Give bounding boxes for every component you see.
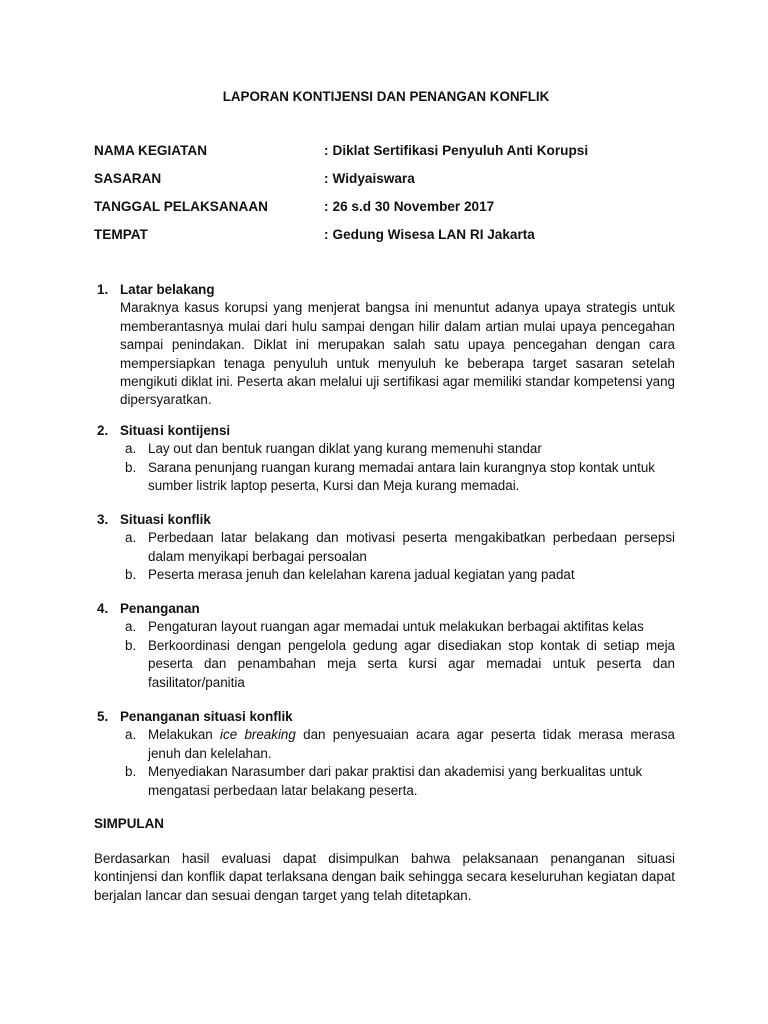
section-latar-belakang xyxy=(97,281,675,410)
list-item xyxy=(125,618,675,636)
meta-label: TANGGAL PELAKSANAAN xyxy=(94,199,268,214)
list-letter: a. xyxy=(125,441,137,457)
list-letter: a. xyxy=(125,727,137,743)
italic-term: ice breaking xyxy=(220,727,296,743)
section-title: Penanganan xyxy=(120,601,200,616)
list-text-part: dan penyesuaian acara agar peserta tidak merasa merasa jenuh dan kelelahan. xyxy=(148,727,675,761)
activity-info-table xyxy=(94,143,684,255)
section-heading xyxy=(97,708,675,726)
meta-value xyxy=(324,143,684,171)
section-title: Latar belakang xyxy=(120,282,215,297)
list-letter: b. xyxy=(125,567,137,583)
section-number: 4. xyxy=(97,601,109,616)
section-title: Situasi konflik xyxy=(120,512,211,527)
section-heading xyxy=(97,600,675,618)
list-text: Pengaturan layout ruangan agar memadai untuk melakukan berbagai aktifitas kelas xyxy=(148,619,644,635)
section-number: 3. xyxy=(97,512,109,527)
meta-value-text: 26 s.d 30 November 2017 xyxy=(332,199,495,214)
section-heading xyxy=(97,281,675,299)
meta-row-sasaran xyxy=(94,171,684,199)
section-number: 5. xyxy=(97,709,109,724)
list-letter: b. xyxy=(125,637,137,653)
meta-row-tanggal xyxy=(94,199,684,227)
list-item xyxy=(125,637,675,692)
section-number: 1. xyxy=(97,282,109,297)
section-situasi-kontijensi xyxy=(97,422,675,496)
meta-colon: : xyxy=(324,227,329,242)
list-item xyxy=(125,566,675,584)
sub-list xyxy=(125,440,675,495)
list-text: Sarana penunjang ruangan kurang memadai antara lain kurangnya stop kontak untuk sumber listrik laptop peserta, Kursi dan Meja kurang memadai. xyxy=(148,459,655,494)
list-text: Berkoordinasi dengan pengelola gedung agar disediakan stop kontak di setiap meja peserta dan penambahan meja serta kursi agar memadai untuk peserta dan fasilitator/panitia xyxy=(148,637,675,690)
sub-list xyxy=(125,529,675,584)
list-item xyxy=(125,529,675,566)
list-text: Perbedaan latar belakang dan motivasi peserta mengakibatkan perbedaan persepsi dalam menyikapi berbagai persoalan xyxy=(148,530,675,564)
meta-row-nama-kegiatan xyxy=(94,143,684,171)
list-text: Menyediakan Narasumber dari pakar praktisi dan akademisi yang berkualitas untuk mengatasi perbedaan latar belakang peserta. xyxy=(148,764,643,798)
section-paragraph: Maraknya kasus korupsi yang menjerat bangsa ini menuntut adanya upaya strategis untuk memberantasnya mulai dari hulu sampai dengan hilir dalam artian mulai upaya pencegahan sampai penindakan. Diklat ini merupakan salah satu upaya pencegahan dengan cara mempersiapkan tenaga penyuluh untuk menyuluh ke beberapa target sasaran setelah mengikuti diklat ini. Peserta akan melalui uji sertifikasi agar memiliki standar kompetensi yang dipersyaratkan. xyxy=(120,300,675,408)
list-letter: a. xyxy=(125,530,137,546)
meta-colon: : xyxy=(324,171,329,186)
meta-colon: : xyxy=(324,143,329,158)
meta-value-text: Diklat Sertifikasi Penyuluh Anti Korupsi xyxy=(332,143,589,158)
sub-list xyxy=(125,618,675,692)
list-text-part: Melakukan xyxy=(148,727,221,743)
simpulan-paragraph: Berdasarkan hasil evaluasi dapat disimpulkan bahwa pelaksanaan penanganan situasi kontinjensi dan konflik dapat terlaksana dengan baik sehingga secara keseluruhan kegiatan dapat berjalan lancar dan sesuai dengan target yang telah ditetapkan. xyxy=(94,851,675,903)
list-letter: a. xyxy=(125,619,137,635)
section-penanganan xyxy=(97,600,675,692)
meta-label: TEMPAT xyxy=(94,227,148,242)
list-letter: b. xyxy=(125,764,137,780)
meta-value xyxy=(324,227,684,255)
list-text: Lay out dan bentuk ruangan diklat yang kurang memenuhi standar xyxy=(148,441,542,457)
meta-value xyxy=(324,171,684,199)
list-text xyxy=(148,726,675,763)
sub-list xyxy=(125,726,675,800)
section-situasi-konflik xyxy=(97,511,675,585)
meta-label: SASARAN xyxy=(94,171,162,186)
meta-value-text: Gedung Wisesa LAN RI Jakarta xyxy=(332,227,535,242)
meta-row-tempat xyxy=(94,227,684,255)
section-heading xyxy=(97,422,675,440)
list-item xyxy=(125,726,675,763)
meta-value-text: Widyaiswara xyxy=(332,171,415,186)
list-item xyxy=(125,459,675,496)
section-number: 2. xyxy=(97,423,109,438)
simpulan-heading: SIMPULAN xyxy=(94,816,164,831)
list-item xyxy=(125,763,675,800)
list-letter: b. xyxy=(125,459,137,475)
section-title: Situasi kontijensi xyxy=(120,423,231,438)
meta-colon: : xyxy=(324,199,329,214)
meta-value xyxy=(324,199,684,227)
section-title: Penanganan situasi konflik xyxy=(120,709,293,724)
list-text: Peserta merasa jenuh dan kelelahan karena jadual kegiatan yang padat xyxy=(148,567,575,583)
section-penanganan-situasi-konflik xyxy=(97,708,675,800)
meta-label: NAMA KEGIATAN xyxy=(94,143,208,158)
list-item xyxy=(125,440,675,458)
section-heading xyxy=(97,511,675,529)
document-title: LAPORAN KONTIJENSI DAN PENANGAN KONFLIK xyxy=(222,89,550,104)
